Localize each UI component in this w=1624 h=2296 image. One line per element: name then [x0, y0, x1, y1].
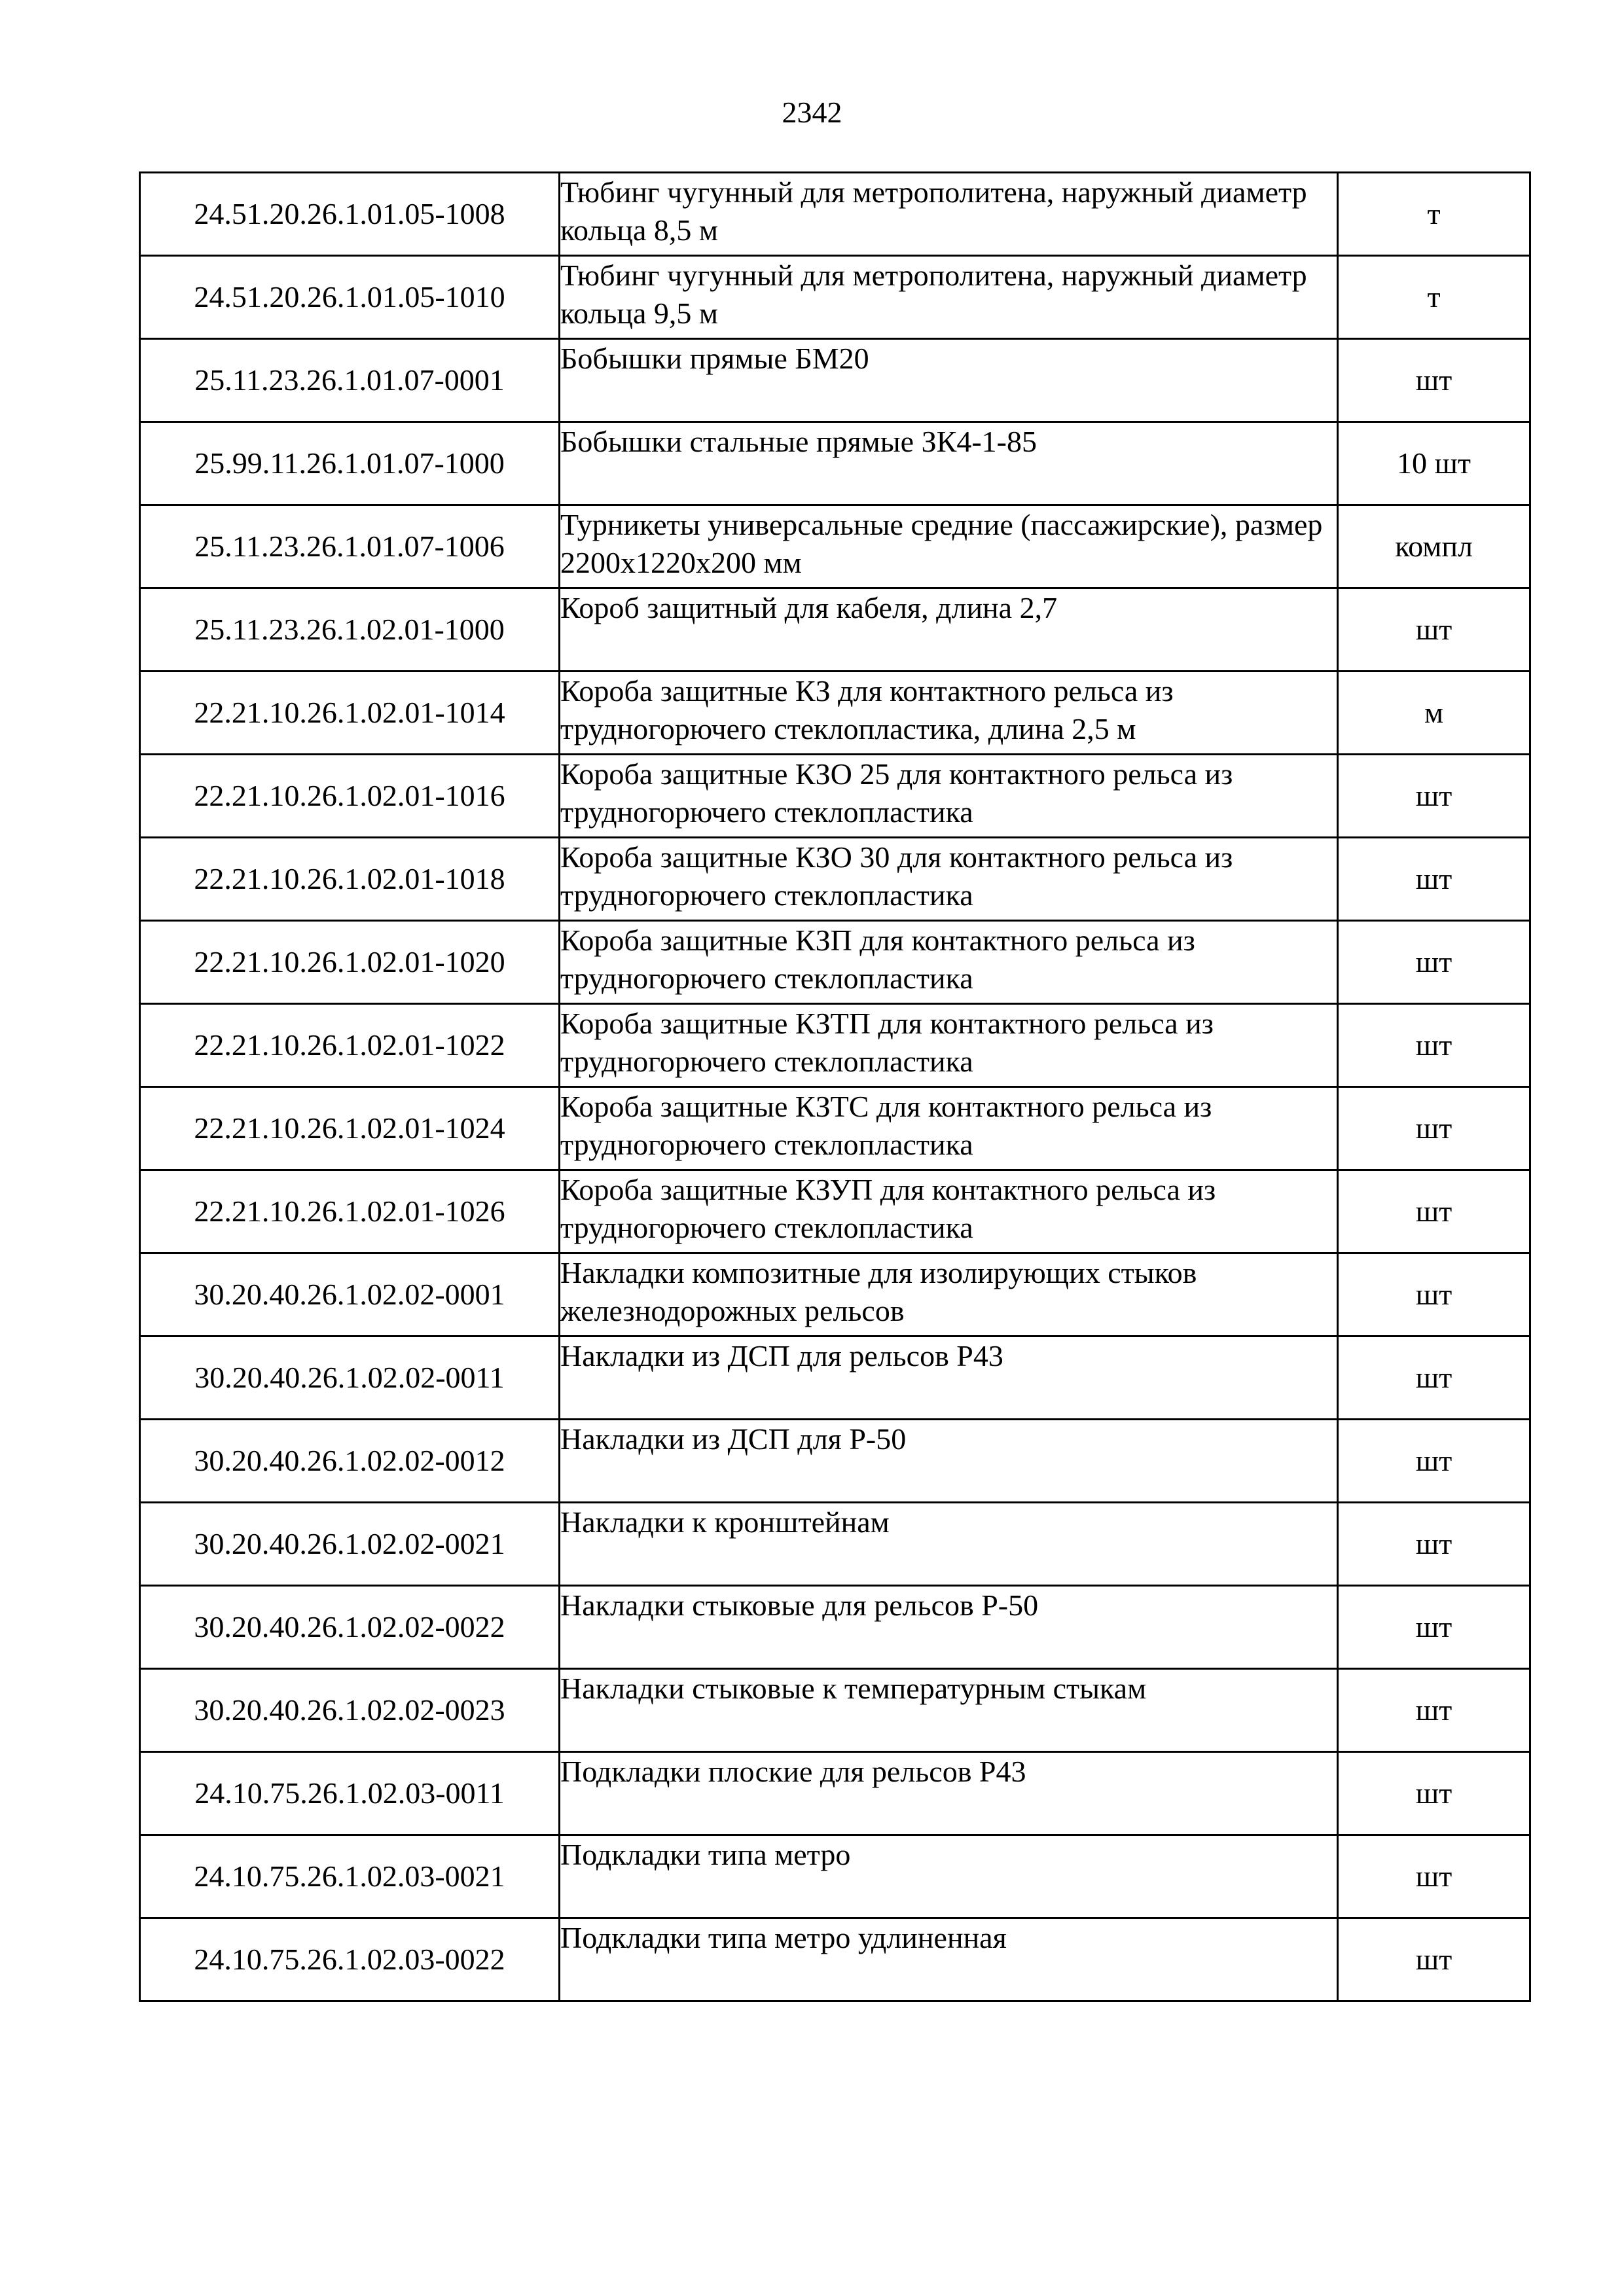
table-row [140, 339, 1530, 422]
resource-unit: шт [1338, 1918, 1530, 2001]
resource-code: 25.11.23.26.1.01.07-1006 [140, 505, 560, 588]
resource-unit: шт [1338, 921, 1530, 1004]
table-row [140, 1669, 1530, 1752]
resource-unit: шт [1338, 1087, 1530, 1170]
table-row [140, 672, 1530, 755]
resource-code: 25.99.11.26.1.01.07-1000 [140, 422, 560, 505]
resource-name: Подкладки типа метро удлиненная [560, 1918, 1338, 2001]
resource-name: Короба защитные КЗТП для контактного рельса из трудногорючего стеклопластика [560, 1004, 1338, 1087]
resource-code: 22.21.10.26.1.02.01-1026 [140, 1170, 560, 1253]
resource-name: Бобышки стальные прямые ЗК4-1-85 [560, 422, 1338, 505]
resource-unit: шт [1338, 755, 1530, 838]
resource-code: 30.20.40.26.1.02.02-0022 [140, 1586, 560, 1669]
table-row [140, 1253, 1530, 1336]
resource-name: Бобышки прямые БМ20 [560, 339, 1338, 422]
resource-code: 22.21.10.26.1.02.01-1020 [140, 921, 560, 1004]
resource-table [139, 171, 1531, 2002]
resource-code: 30.20.40.26.1.02.02-0001 [140, 1253, 560, 1336]
resource-unit: шт [1338, 1503, 1530, 1586]
resource-name: Турникеты универсальные средние (пассажирские), размер 2200х1220х200 мм [560, 505, 1338, 588]
resource-code: 24.51.20.26.1.01.05-1008 [140, 173, 560, 256]
resource-unit: м [1338, 672, 1530, 755]
resource-code: 25.11.23.26.1.02.01-1000 [140, 588, 560, 672]
resource-unit: т [1338, 256, 1530, 339]
resource-code: 30.20.40.26.1.02.02-0011 [140, 1336, 560, 1420]
table-row [140, 1835, 1530, 1918]
resource-unit: шт [1338, 1752, 1530, 1835]
resource-code: 24.51.20.26.1.01.05-1010 [140, 256, 560, 339]
resource-name: Короба защитные КЗО 30 для контактного рельса из трудногорючего стеклопластика [560, 838, 1338, 921]
table-row [140, 1503, 1530, 1586]
resource-unit: шт [1338, 1004, 1530, 1087]
resource-unit: шт [1338, 1420, 1530, 1503]
table-row [140, 1420, 1530, 1503]
table-row [140, 1087, 1530, 1170]
resource-unit: шт [1338, 1586, 1530, 1669]
table-row [140, 422, 1530, 505]
resource-name: Накладки из ДСП для Р-50 [560, 1420, 1338, 1503]
resource-name: Короб защитный для кабеля, длина 2,7 [560, 588, 1338, 672]
resource-name: Короба защитные КЗО 25 для контактного рельса из трудногорючего стеклопластика [560, 755, 1338, 838]
table-row [140, 755, 1530, 838]
table-row [140, 1170, 1530, 1253]
resource-code: 22.21.10.26.1.02.01-1022 [140, 1004, 560, 1087]
resource-code: 30.20.40.26.1.02.02-0012 [140, 1420, 560, 1503]
resource-name: Короба защитные КЗТС для контактного рельса из трудногорючего стеклопластика [560, 1087, 1338, 1170]
resource-code: 22.21.10.26.1.02.01-1014 [140, 672, 560, 755]
resource-unit: шт [1338, 838, 1530, 921]
table-row [140, 1004, 1530, 1087]
resource-unit: т [1338, 173, 1530, 256]
resource-unit: шт [1338, 1253, 1530, 1336]
resource-name: Накладки из ДСП для рельсов Р43 [560, 1336, 1338, 1420]
resource-unit: шт [1338, 1835, 1530, 1918]
resource-name: Короба защитные КЗУП для контактного рельса из трудногорючего стеклопластика [560, 1170, 1338, 1253]
resource-unit: шт [1338, 1669, 1530, 1752]
page-number: 2342 [782, 96, 842, 129]
resource-code: 22.21.10.26.1.02.01-1018 [140, 838, 560, 921]
resource-name: Накладки стыковые для рельсов Р-50 [560, 1586, 1338, 1669]
resource-unit: шт [1338, 588, 1530, 672]
resource-code: 25.11.23.26.1.01.07-0001 [140, 339, 560, 422]
resource-code: 22.21.10.26.1.02.01-1016 [140, 755, 560, 838]
table-row [140, 1336, 1530, 1420]
resource-code: 22.21.10.26.1.02.01-1024 [140, 1087, 560, 1170]
table-row [140, 588, 1530, 672]
table-row [140, 256, 1530, 339]
resource-name: Накладки композитные для изолирующих стыков железнодорожных рельсов [560, 1253, 1338, 1336]
table-row [140, 173, 1530, 256]
resource-name: Тюбинг чугунный для метрополитена, наружный диаметр кольца 9,5 м [560, 256, 1338, 339]
resource-table-body [140, 173, 1530, 2001]
resource-unit: компл [1338, 505, 1530, 588]
table-row [140, 838, 1530, 921]
resource-unit: шт [1338, 1170, 1530, 1253]
table-row [140, 1586, 1530, 1669]
resource-code: 30.20.40.26.1.02.02-0023 [140, 1669, 560, 1752]
resource-name: Короба защитные КЗ для контактного рельса из трудногорючего стеклопластика, длина 2,5 м [560, 672, 1338, 755]
table-row [140, 1918, 1530, 2001]
resource-name: Подкладки типа метро [560, 1835, 1338, 1918]
resource-unit: 10 шт [1338, 422, 1530, 505]
resource-name: Накладки к кронштейнам [560, 1503, 1338, 1586]
resource-name: Накладки стыковые к температурным стыкам [560, 1669, 1338, 1752]
resource-code: 30.20.40.26.1.02.02-0021 [140, 1503, 560, 1586]
resource-unit: шт [1338, 339, 1530, 422]
table-row [140, 1752, 1530, 1835]
resource-name: Подкладки плоские для рельсов Р43 [560, 1752, 1338, 1835]
resource-unit: шт [1338, 1336, 1530, 1420]
resource-code: 24.10.75.26.1.02.03-0011 [140, 1752, 560, 1835]
resource-name: Тюбинг чугунный для метрополитена, наружный диаметр кольца 8,5 м [560, 173, 1338, 256]
resource-name: Короба защитные КЗП для контактного рельса из трудногорючего стеклопластика [560, 921, 1338, 1004]
table-row [140, 921, 1530, 1004]
resource-code: 24.10.75.26.1.02.03-0021 [140, 1835, 560, 1918]
resource-code: 24.10.75.26.1.02.03-0022 [140, 1918, 560, 2001]
table-row [140, 505, 1530, 588]
